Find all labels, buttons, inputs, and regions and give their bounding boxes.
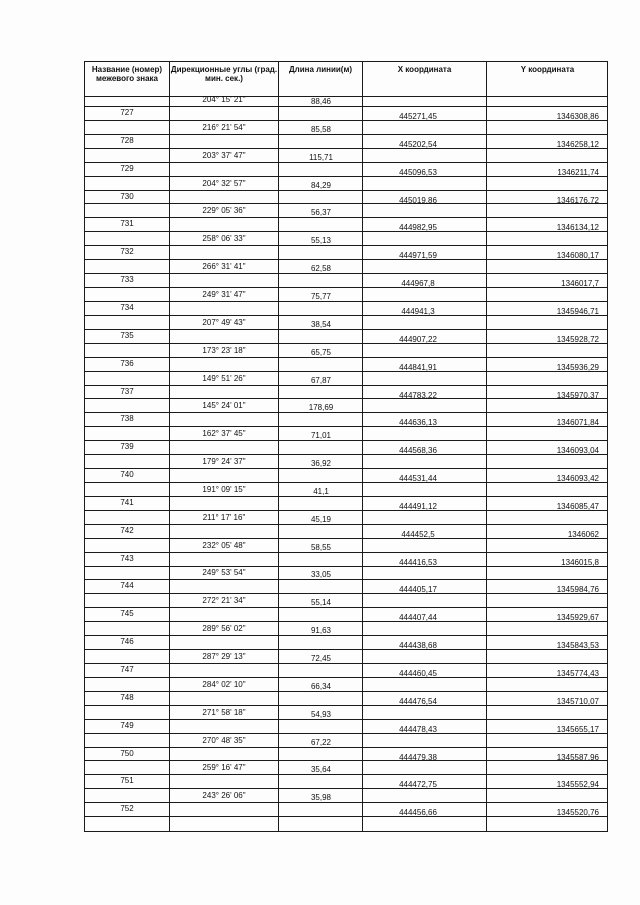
header-line-length: Длина линии(м) (288, 65, 353, 74)
line-length-cell: 75,77 (310, 291, 332, 301)
point-name-cell: 750 (120, 748, 134, 758)
point-name-cell: 735 (120, 330, 134, 340)
point-name-cell: 738 (120, 414, 134, 424)
point-name-cell: 751 (120, 776, 134, 786)
direction-angle-cell: 249° 31' 47" (202, 289, 246, 299)
direction-angle-cell: 162° 37' 45" (202, 429, 246, 439)
direction-angle-cell: 203° 37' 47" (202, 150, 246, 160)
x-coordinate-cell: 444416,53 (399, 557, 437, 567)
y-coordinate-cell: 1345587,96 (556, 752, 599, 762)
y-coordinate-cell: 1346134,12 (556, 223, 599, 233)
line-length-cell: 35,64 (310, 765, 332, 775)
x-coordinate-cell: 445202,54 (399, 139, 437, 149)
column-divider (169, 62, 170, 831)
direction-angle-cell: 243° 26' 06" (202, 791, 246, 801)
point-name-cell: 727 (120, 108, 134, 117)
direction-angle-cell: 259° 16' 47" (202, 763, 246, 773)
x-coordinate-cell: 444456,66 (399, 808, 437, 818)
line-length-cell: 56,37 (310, 208, 332, 218)
y-coordinate-cell: 1346093,04 (556, 446, 599, 456)
x-coordinate-cell: 444405,17 (399, 585, 437, 595)
y-coordinate-cell: 1346093,42 (556, 474, 599, 484)
direction-angle-cell: 270° 48' 35" (202, 735, 246, 745)
point-name-cell: 746 (120, 637, 134, 647)
x-coordinate-cell: 445096,53 (399, 167, 437, 177)
line-length-cell: 33,05 (310, 570, 332, 580)
x-coordinate-cell: 444479,38 (399, 752, 437, 762)
x-coordinate-cell: 444783,22 (399, 390, 437, 400)
point-name-cell: 737 (120, 386, 134, 396)
header-point-name: Название (номер) межевого знака (91, 65, 163, 83)
direction-angle-cell: 207° 49' 43" (202, 317, 246, 327)
point-name-cell: 742 (120, 525, 134, 535)
x-coordinate-cell: 444982,95 (399, 223, 437, 233)
y-coordinate-cell: 1345946,71 (556, 306, 599, 316)
direction-angle-cell: 232° 05' 48" (202, 540, 246, 550)
point-name-cell: 731 (120, 219, 134, 229)
direction-angle-cell: 284° 02' 10" (202, 679, 246, 689)
direction-angle-cell: 204° 15' 21" (202, 95, 246, 104)
header-direction-angles: Дирекционные углы (град. мин. сек.) (170, 65, 278, 83)
direction-angle-cell: 289° 56' 02" (202, 624, 246, 634)
x-coordinate-cell: 445271,45 (399, 112, 437, 121)
y-coordinate-cell: 1346258,12 (556, 139, 599, 149)
point-name-cell: 744 (120, 581, 134, 591)
line-length-cell: 38,54 (310, 319, 332, 329)
line-length-cell: 55,14 (310, 598, 332, 608)
x-coordinate-cell: 444460,45 (399, 669, 437, 678)
direction-angle-cell: 229° 05' 36" (202, 206, 246, 216)
line-length-cell: 67,87 (310, 375, 332, 385)
line-length-cell: 178,69 (308, 403, 334, 413)
line-length-cell: 91,63 (310, 626, 332, 636)
point-name-cell: 736 (120, 358, 134, 368)
line-length-cell: 84,29 (310, 180, 332, 190)
direction-angle-cell: 271° 58' 18" (202, 707, 246, 717)
line-length-cell: 66,34 (310, 681, 332, 691)
x-coordinate-cell: 444841,91 (399, 362, 437, 372)
y-coordinate-cell: 1346015,8 (561, 557, 599, 567)
column-divider (278, 62, 279, 831)
direction-angle-cell: 266° 31' 41" (202, 262, 246, 272)
point-name-cell: 740 (120, 470, 134, 480)
direction-angle-cell: 216° 21' 54" (202, 122, 246, 132)
point-name-cell: 749 (120, 720, 134, 730)
direction-angle-cell: 204° 32' 57" (202, 178, 246, 188)
x-coordinate-cell: 444967,8 (401, 279, 435, 289)
point-name-cell: 743 (120, 553, 134, 563)
y-coordinate-cell: 1345710,07 (556, 696, 599, 706)
line-length-cell: 85,58 (310, 124, 332, 134)
line-length-cell: 55,13 (310, 236, 332, 246)
point-name-cell: 752 (120, 804, 134, 814)
x-coordinate-cell: 444531,44 (399, 474, 437, 484)
line-length-cell: 72,45 (310, 654, 332, 663)
header-x-coordinate: X координата (397, 65, 452, 74)
header-y-coordinate: Y координата (520, 65, 575, 74)
point-name-cell: 730 (120, 191, 134, 201)
direction-angle-cell: 272° 21' 34" (202, 596, 246, 606)
x-coordinate-cell: 444478,43 (399, 724, 437, 734)
coordinates-table (84, 61, 608, 832)
y-coordinate-cell: 1345520,76 (556, 808, 599, 818)
x-coordinate-cell: 444941,3 (401, 306, 435, 316)
direction-angle-cell: 287° 29' 13" (202, 652, 246, 661)
y-coordinate-cell: 1345552,94 (556, 780, 599, 790)
line-length-cell: 54,93 (310, 709, 332, 719)
x-coordinate-cell: 444568,36 (399, 446, 437, 456)
direction-angle-cell: 145° 24' 01" (202, 401, 246, 411)
direction-angle-cell: 149° 51' 26" (202, 373, 246, 383)
y-coordinate-cell: 1345655,17 (556, 724, 599, 734)
x-coordinate-cell: 444438,68 (399, 641, 437, 651)
line-length-cell: 45,19 (310, 514, 332, 524)
line-length-cell: 88,46 (310, 97, 332, 106)
y-coordinate-cell: 1346176,72 (556, 195, 599, 205)
line-length-cell: 41,1 (313, 486, 329, 496)
point-name-cell: 733 (120, 275, 134, 285)
x-coordinate-cell: 444407,44 (399, 613, 437, 623)
direction-angle-cell: 179° 24' 37" (202, 457, 246, 467)
point-name-cell: 732 (120, 247, 134, 257)
line-length-cell: 65,75 (310, 347, 332, 357)
line-length-cell: 58,55 (310, 542, 332, 552)
point-name-cell: 745 (120, 609, 134, 619)
y-coordinate-cell: 1345929,67 (556, 613, 599, 623)
x-coordinate-cell: 445019,86 (399, 195, 437, 205)
x-coordinate-cell: 444971,59 (399, 251, 437, 261)
y-coordinate-cell: 1346211,74 (557, 167, 599, 177)
x-coordinate-cell: 444476,54 (399, 696, 437, 706)
y-coordinate-cell: 1345984,76 (556, 585, 599, 595)
direction-angle-cell: 191° 09' 15" (202, 484, 246, 494)
point-name-cell: 739 (120, 442, 134, 452)
y-coordinate-cell: 1345970,37 (556, 390, 599, 400)
line-length-cell: 35,98 (310, 793, 332, 803)
y-coordinate-cell: 1345774,43 (556, 669, 599, 678)
line-length-cell: 71,01 (310, 431, 332, 441)
y-coordinate-cell: 1345928,72 (556, 334, 599, 344)
point-name-cell: 741 (120, 497, 134, 507)
y-coordinate-cell: 1346062 (567, 529, 599, 539)
x-coordinate-cell: 444907,22 (399, 334, 437, 344)
x-coordinate-cell: 444491,12 (399, 501, 437, 511)
point-name-cell: 747 (120, 665, 134, 674)
x-coordinate-cell: 444636,13 (399, 418, 437, 428)
y-coordinate-cell: 1346308,86 (556, 112, 599, 121)
y-coordinate-cell: 1346080,17 (556, 251, 599, 261)
y-coordinate-cell: 1345936,29 (556, 362, 599, 372)
y-coordinate-cell: 1346017,7 (561, 279, 599, 289)
point-name-cell: 734 (120, 302, 134, 312)
point-name-cell: 748 (120, 692, 134, 702)
point-name-cell: 728 (120, 135, 134, 145)
line-length-cell: 36,92 (310, 459, 332, 469)
y-coordinate-cell: 1345843,53 (556, 641, 599, 651)
line-length-cell: 62,58 (310, 264, 332, 274)
line-length-cell: 115,71 (309, 152, 333, 162)
y-coordinate-cell: 1346071,84 (556, 418, 599, 428)
direction-angle-cell: 211° 17' 16" (202, 512, 246, 522)
direction-angle-cell: 249° 53' 54" (202, 568, 246, 578)
direction-angle-cell: 258° 06' 33" (202, 234, 246, 244)
point-name-cell: 729 (120, 163, 134, 173)
direction-angle-cell: 173° 23' 18" (202, 345, 246, 355)
x-coordinate-cell: 444472,75 (399, 780, 437, 790)
x-coordinate-cell: 444452,5 (401, 529, 435, 539)
y-coordinate-cell: 1346085,47 (556, 501, 599, 511)
line-length-cell: 67,22 (310, 737, 332, 747)
